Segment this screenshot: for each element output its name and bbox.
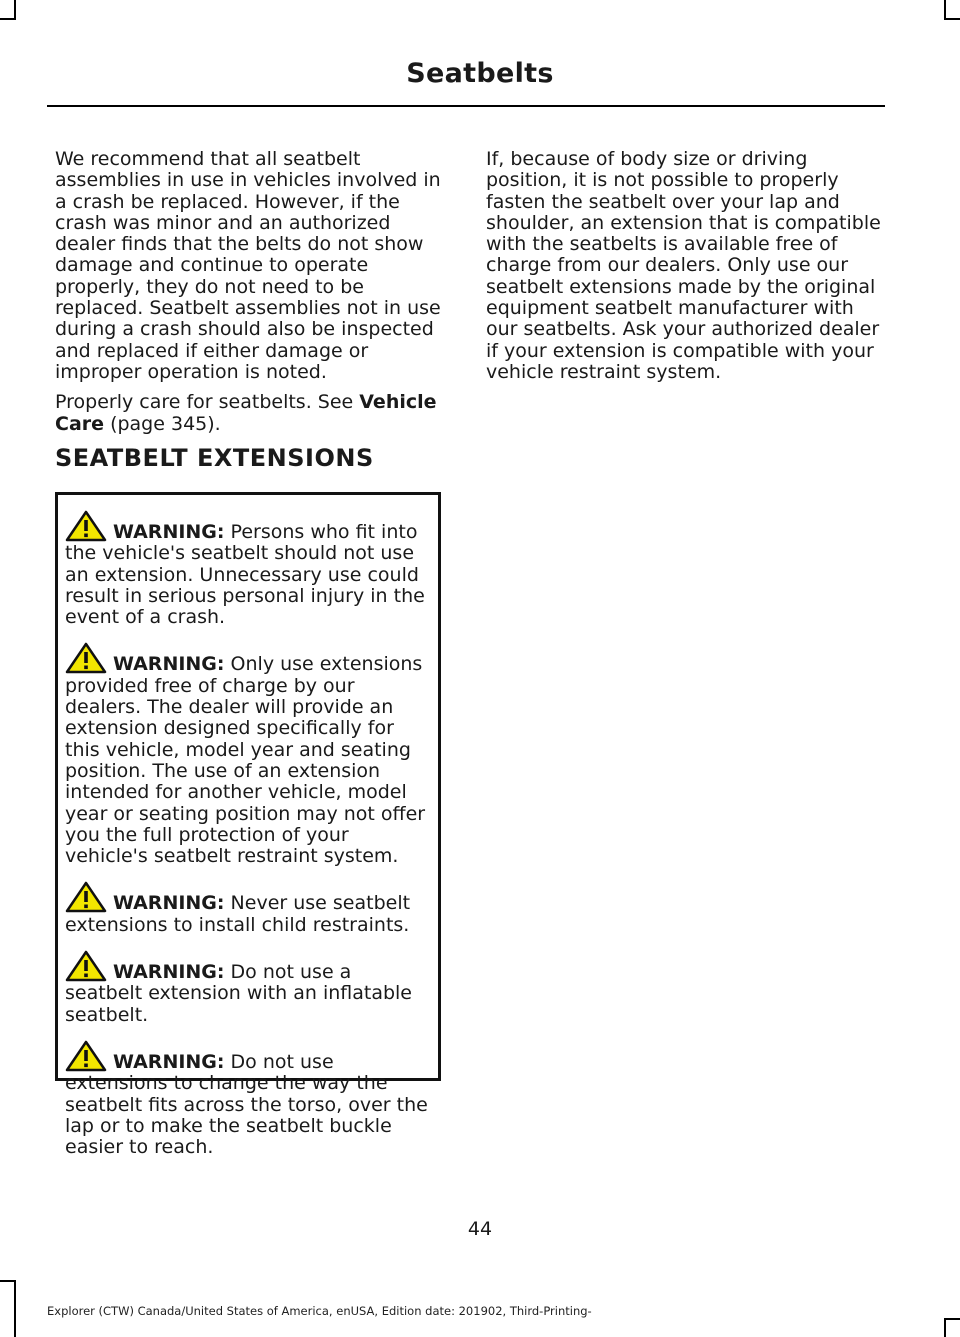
warning-text: Persons who fit into the vehicle's seatbelt should not use an extension. Unnecessary use could result in serious personal injury in the event of a crash. [65,521,425,629]
crop-mark [14,1280,16,1337]
warning-item [65,642,433,867]
warning-triangle-icon [65,1040,107,1072]
edition-footer: Explorer (CTW) Canada/United States of America, enUSA, Edition date: 201902, Third-Printing- [47,1304,592,1318]
warning-triangle-icon [65,510,107,542]
warning-label: WARNING: [113,892,225,915]
crop-mark [944,18,960,20]
body-paragraph: We recommend that all seatbelt assemblies in use in vehicles involved in a crash be replaced. However, if the crash was minor and an authorized dealer finds that the belts do not show damage and continue to operate properly, they do not need to be replaced. Seatbelt assemblies not in use during a crash should also be inspected and replaced if either damage or improper operation is noted. [55,148,441,383]
warning-text: Never use seatbelt extensions to install child restraints. [65,892,411,936]
care-reference [55,392,447,435]
section-heading: SEATBELT EXTENSIONS [55,444,374,472]
crop-mark [944,1318,960,1320]
header-divider [47,105,885,107]
warning-triangle-icon [65,642,107,674]
warning-text: Do not use a seatbelt extension with an inflatable seatbelt. [65,961,412,1026]
page-number: 44 [467,1218,493,1240]
page-title: Seatbelts [406,58,554,89]
vehicle-care-link[interactable]: Vehicle Care [55,391,437,435]
warning-item [65,510,433,628]
warning-list [65,510,433,1172]
warning-label: WARNING: [113,961,225,984]
crop-mark [14,0,16,20]
warning-triangle-icon [65,950,107,982]
care-suffix: (page 345). [104,412,221,435]
warning-label: WARNING: [113,653,225,676]
warning-label: WARNING: [113,1050,225,1073]
warning-triangle-icon [65,881,107,913]
warning-item [65,950,433,1026]
care-prefix: Properly care for seatbelts. See [55,391,360,414]
warning-box [55,492,441,1159]
warning-label: WARNING: [113,521,225,543]
left-column [55,149,447,444]
warning-item [65,1040,433,1158]
crop-mark [944,0,946,20]
warning-item [65,881,433,936]
crop-mark [0,1280,16,1282]
body-paragraph: If, because of body size or driving position, it is not possible to properly fasten the seatbelt over your lap and shoulder, an extension that is compatible with the seatbelts is available free of charge from our dealers. Only use our seatbelt extensions made by the original equipment seatbelt manufacturer with our seatbelts. Ask your authorized dealer if your extension is compatible with your vehicle restraint system. [486,148,881,383]
crop-mark [0,18,16,20]
crop-mark [944,1320,946,1337]
right-column [486,149,882,392]
warning-text: Only use extensions provided free of charge by our dealers. The dealer will provide an extension designed specifically for this vehicle, model year and seating position. The use of an extension intended for another vehicle, model year or seating position may not offer you the full protection of your vehicle's seatbelt restraint system. [65,653,426,868]
warning-text: Do not use extensions to change the way the seatbelt fits across the torso, over the lap or to make the seatbelt buckle easier to reach. [65,1050,428,1159]
